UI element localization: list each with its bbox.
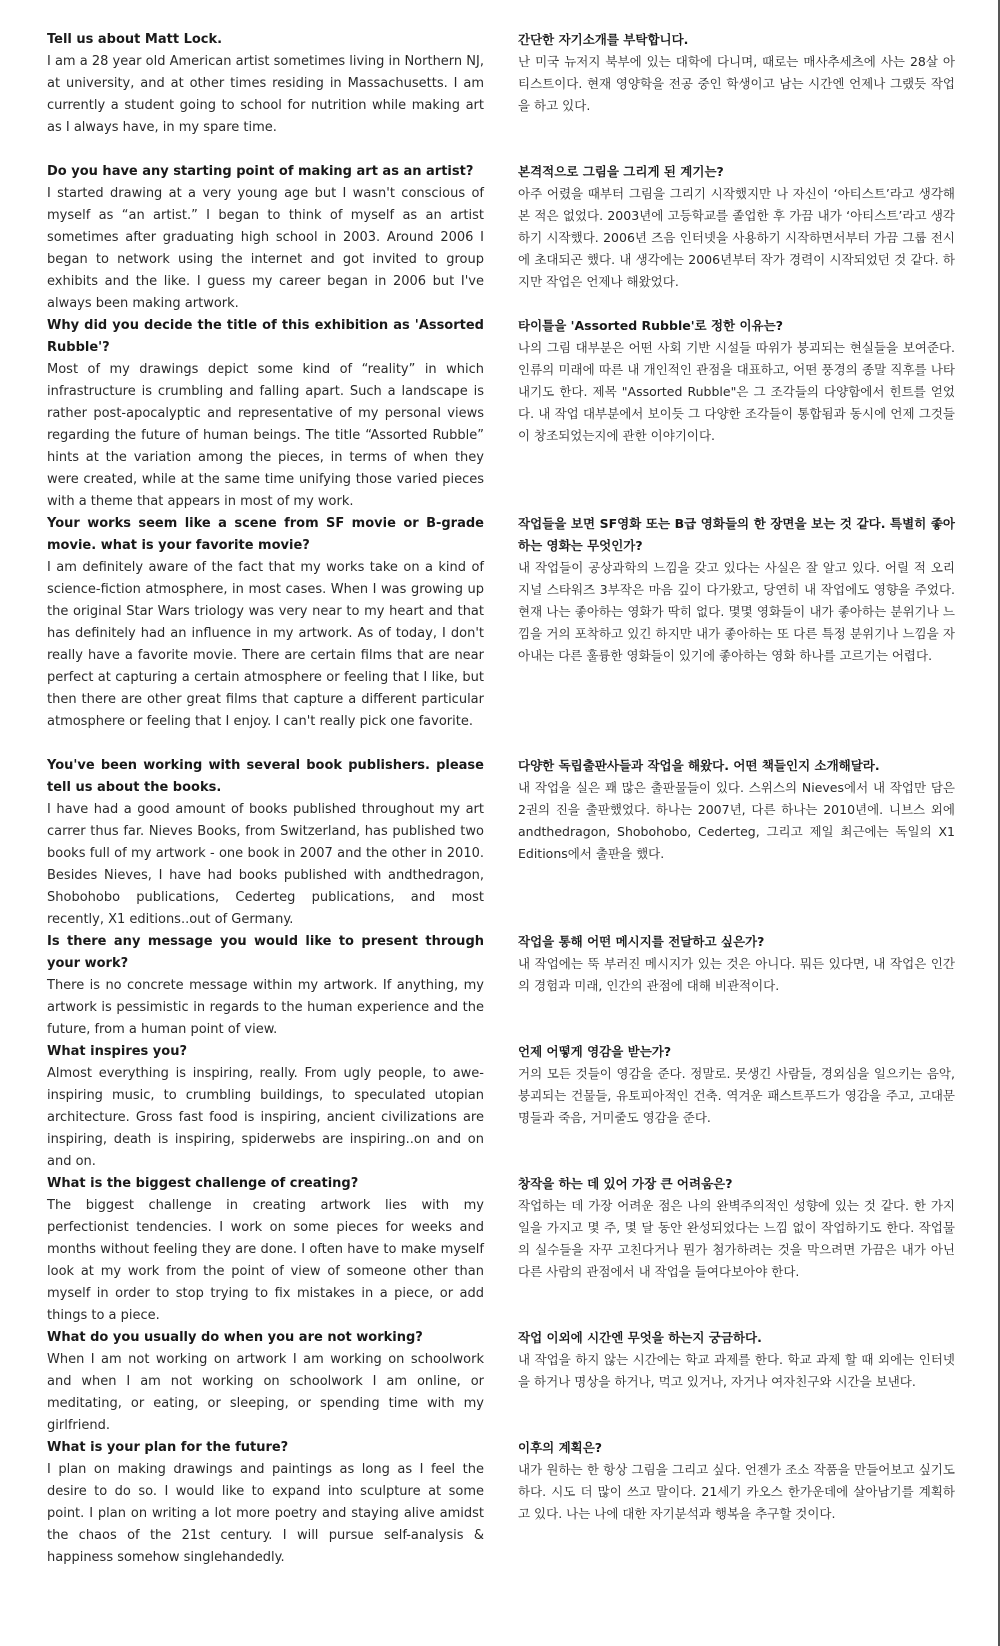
qa-block-ko-7	[518, 1041, 955, 1129]
answer-en: I have had a good amount of books published throughout my art carrer thus far. Nieves Books, from Switzerland, has published two books full of my artwork - one book in 2007 and the other in 2010. Besides Nieves, I have had books published with andthedragon, Shobohobo publications, Cederteg publications, and most recently, X1 editions..out of Germany.	[47, 802, 484, 927]
qa-block-ko-1	[518, 29, 955, 117]
qa-block-ko-6	[518, 931, 955, 997]
question-ko: 작업을 통해 어떤 메시지를 전달하고 싶은가?	[518, 934, 765, 949]
answer-ko: 내 작업들이 공상과학의 느낌을 갖고 있다는 사실은 잘 알고 있다. 어릴 적 오리지널 스타워즈 3부작은 마음 깊이 다가왔고, 당연히 내 작업에도 영향을 주었다. 현재 나는 좋아하는 영화가 딱히 없다. 몇몇 영화들이 내가 좋아하는 분위기나 느낌을 거의 포착하고 있긴 하지만 내가 좋아하는 또 다른 특정 분위기나 느낌을 자아내는 다른 훌륭한 영화들이 있기에 좋아하는 영화 하나를 고르기는 어렵다.	[518, 560, 955, 663]
qa-block-en-1	[47, 29, 484, 139]
question-ko: 이후의 계획은?	[518, 1440, 603, 1455]
answer-ko: 거의 모든 것들이 영감을 준다. 정말로. 못생긴 사람들, 경외심을 일으키는 음악, 붕괴되는 건물들, 유토피아적인 건축. 역겨운 패스트푸드가 영감을 주고, 고대문명들과 죽음, 거미줄도 영감을 준다.	[518, 1066, 955, 1125]
qa-block-en-7	[47, 1041, 484, 1173]
qa-block-en-5	[47, 755, 484, 931]
qa-block-en-2	[47, 161, 484, 315]
question-en: What is the biggest challenge of creating?	[47, 1176, 359, 1191]
question-ko: 작업들을 보면 SF영화 또는 B급 영화들의 한 장면을 보는 것 같다. 특별히 좋아하는 영화는 무엇인가?	[518, 516, 955, 553]
answer-ko: 내 작업에는 뚝 부러진 메시지가 있는 것은 아니다. 뭐든 있다면, 내 작업은 인간의 경험과 미래, 인간의 관점에 대해 비관적이다.	[518, 956, 955, 993]
question-en: What inspires you?	[47, 1044, 188, 1059]
answer-en: I started drawing at a very young age but I wasn't conscious of myself as “an artist.” I began to think of myself as an artist sometimes after graduating high school in 2003. Around 2006 I began to network using the internet and got invited to group exhibits and the like. I guess my career began in 2006 but I've always been making artwork.	[47, 186, 484, 311]
answer-en: The biggest challenge in creating artwork lies with my perfectionist tendencies. I work on some pieces for weeks and months without feeling they are done. I often have to make myself look at my work from the point of view of someone other than myself in order to stop trying to fix mistakes in a piece, or add things to a piece.	[47, 1198, 484, 1323]
question-en: Do you have any starting point of making art as an artist?	[47, 164, 474, 179]
question-ko: 작업 이외에 시간엔 무엇을 하는지 궁금하다.	[518, 1330, 762, 1345]
qa-block-en-8	[47, 1173, 484, 1327]
answer-ko: 내가 원하는 한 항상 그림을 그리고 싶다. 언젠가 조소 작품을 만들어보고 싶기도 하다. 시도 더 많이 쓰고 말이다. 21세기 카오스 한가운데에 살아남기를 계획하고 있다. 나는 나에 대한 자기분석과 행복을 추구할 것이다.	[518, 1462, 955, 1521]
qa-block-en-6	[47, 931, 484, 1041]
answer-ko: 난 미국 뉴저지 북부에 있는 대학에 다니며, 때로는 매사추세츠에 사는 28살 아티스트이다. 현재 영양학을 전공 중인 학생이고 남는 시간엔 언제나 그랬듯 작업을 하고 있다.	[518, 54, 955, 113]
answer-en: I am a 28 year old American artist sometimes living in Northern NJ, at university, and at other times residing in Massachusetts. I am currently a student going to school for nutrition while making art as I always have, in my spare time.	[47, 54, 484, 135]
question-en: Your works seem like a scene from SF movie or B-grade movie. what is your favorite movie?	[47, 516, 484, 553]
answer-ko: 내 작업을 실은 꽤 많은 출판물들이 있다. 스위스의 Nieves에서 내 작업만 담은 2권의 진을 출판했었다. 하나는 2007년, 다른 하나는 2010년에. 니브스 외에 andthedragon, Shobohobo, Cederteg, 그리고 제일 최근에는 독일의 X1 Editions에서 출판을 했다.	[518, 780, 955, 861]
qa-block-en-4	[47, 513, 484, 733]
question-en: Is there any message you would like to present through your work?	[47, 934, 484, 971]
question-en: You've been working with several book publishers. please tell us about the books.	[47, 758, 484, 795]
qa-block-ko-5	[518, 755, 955, 865]
answer-en: I plan on making drawings and paintings as long as I feel the desire to do so. I would like to expand into sculpture at some point. I plan on writing a lot more poetry and staying alive amidst the chaos of the 21st century. I will pursue self-analysis & happiness somehow singlehandedly.	[47, 1462, 484, 1565]
qa-block-en-10	[47, 1437, 484, 1569]
qa-block-ko-4	[518, 513, 955, 667]
qa-block-ko-2	[518, 161, 955, 293]
question-ko: 간단한 자기소개를 부탁합니다.	[518, 32, 689, 47]
qa-block-en-9	[47, 1327, 484, 1437]
question-en: What do you usually do when you are not working?	[47, 1330, 423, 1345]
question-ko: 언제 어떻게 영감을 받는가?	[518, 1044, 672, 1059]
answer-en: Almost everything is inspiring, really. From ugly people, to awe-inspiring music, to crumbling buildings, to speculated utopian architecture. Gross fast food is inspiring, ancient civilizations are inspiring, death is inspiring, spiderwebs are inspiring..on and on and on.	[47, 1066, 484, 1169]
qa-block-ko-9	[518, 1327, 955, 1393]
qa-block-ko-10	[518, 1437, 955, 1525]
question-ko: 창작을 하는 데 있어 가장 큰 어려움은?	[518, 1176, 733, 1191]
qa-block-ko-8	[518, 1173, 955, 1283]
answer-en: I am definitely aware of the fact that my works take on a kind of science-fiction atmosphere, in most cases. When I was growing up the original Star Wars triology was very near to my heart and that has definitely had an influence in my artwork. As of today, I don't really have a favorite movie. There are certain films that are near perfect at capturing a certain atmosphere or feeling that I like, but then there are other great films that capture a different particular atmosphere or feeling that I enjoy. I can't really pick one favorite.	[47, 560, 484, 729]
question-en: Why did you decide the title of this exhibition as 'Assorted Rubble'?	[47, 318, 484, 355]
answer-ko: 나의 그림 대부분은 어떤 사회 기반 시설들 따위가 붕괴되는 현실들을 보여준다. 인류의 미래에 따른 내 개인적인 관점을 대표하고, 어떤 풍경의 종말 직후를 나타내기도 한다. 제목 "Assorted Rubble"은 그 조각들의 다양함에서 힌트를 얻었다. 내 작업 대부분에서 보이듯 그 다양한 조각들이 통합됨과 동시에 언제 그것들이 창조되었는지에 관한 이야기이다.	[518, 340, 955, 443]
answer-en: There is no concrete message within my artwork. If anything, my artwork is pessimistic in regards to the human experience and the future, from a human point of view.	[47, 978, 484, 1037]
qa-block-ko-3	[518, 315, 955, 447]
question-en: What is your plan for the future?	[47, 1440, 289, 1455]
question-ko: 본격적으로 그림을 그리게 된 계기는?	[518, 164, 724, 179]
qa-block-en-3	[47, 315, 484, 513]
answer-en: When I am not working on artwork I am working on schoolwork and when I am not working on schoolwork I am online, or meditating, or eating, or sleeping, or spending time with my girlfriend.	[47, 1352, 484, 1433]
answer-ko: 아주 어렸을 때부터 그림을 그리기 시작했지만 나 자신이 ‘아티스트’라고 생각해본 적은 없었다. 2003년에 고등학교를 졸업한 후 가끔 내가 ‘아티스트’라고 생각하기 시작했다. 2006년 즈음 인터넷을 사용하기 시작하면서부터 가끔 그룹 전시에 초대되곤 했다. 내 생각에는 2006년부터 작가 경력이 시작되었던 것 같다. 하지만 작업은 언제나 해왔었다.	[518, 186, 955, 289]
question-en: Tell us about Matt Lock.	[47, 32, 223, 47]
answer-ko: 내 작업을 하지 않는 시간에는 학교 과제를 한다. 학교 과제 할 때 외에는 인터넷을 하거나 명상을 하거나, 먹고 있거나, 자거나 여자친구와 시간을 보낸다.	[518, 1352, 955, 1389]
answer-ko: 작업하는 데 가장 어려운 점은 나의 완벽주의적인 성향에 있는 것 같다. 한 가지 일을 가지고 몇 주, 몇 달 동안 완성되었다는 느낌 없이 작업하기도 한다. 작업물의 실수들을 자꾸 고친다거나 뭔가 첨가하려는 것을 막으려면 가끔은 내가 아닌 다른 사람의 관점에서 내 작업을 들여다보아야 한다.	[518, 1198, 955, 1279]
answer-en: Most of my drawings depict some kind of “reality” in which infrastructure is crumbling and falling apart. Such a landscape is rather post-apocalyptic and representative of my personal views regarding the future of human beings. The title “Assorted Rubble” hints at the variation among the pieces, in terms of when they were created, while at the same time unifying those varied pieces with a theme that appears in most of my work.	[47, 362, 484, 509]
question-ko: 타이틀을 'Assorted Rubble'로 정한 이유는?	[518, 318, 783, 333]
question-ko: 다양한 독립출판사들과 작업을 해왔다. 어떤 책들인지 소개해달라.	[518, 758, 880, 773]
